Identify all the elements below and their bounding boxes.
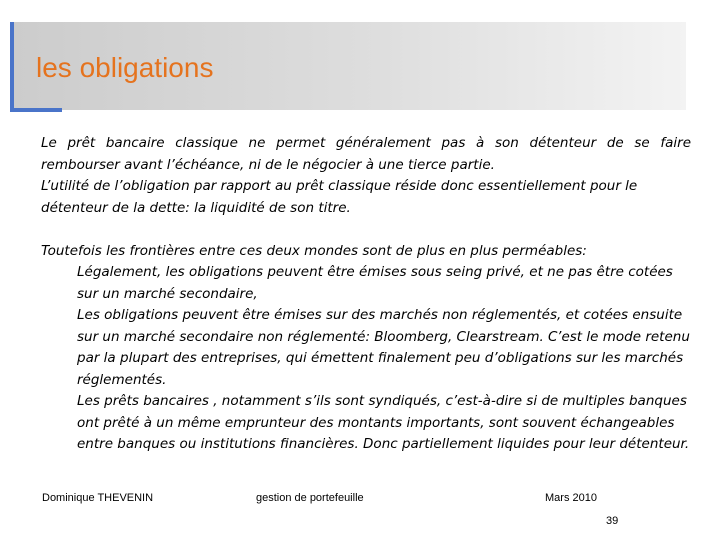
slide-title: les obligations <box>36 52 214 83</box>
paragraph-bank-loan: Le prêt bancaire classique ne permet généralement pas à son détenteur de se faire rembourser avant l’échéance, ni de le négocier à une tierce partie. <box>41 135 691 173</box>
paragraph-intro: Toutefois les frontières entre ces deux mondes sont de plus en plus perméables: <box>41 242 587 259</box>
list-item-legal: Légalement, les obligations peuvent être émises sous seing privé, et ne pas être cotées sur un marché secondaire, <box>77 264 673 302</box>
footer-subject: gestion de portefeuille <box>256 492 364 504</box>
paragraph-bond-utility: L’utilité de l’obligation par rapport au prêt classique réside donc essentiellement pour le détenteur de la dette: la liquidité de son titre. <box>41 178 638 216</box>
paragraph-spacer <box>41 219 691 241</box>
title-accent-vertical <box>10 22 14 112</box>
slide-body <box>41 133 691 456</box>
title-accent-horizontal <box>10 108 62 112</box>
list-item-unregulated-markets: Les obligations peuvent être émises sur des marchés non réglementés, et cotées ensuite sur un marché secondaire non réglementé: Bloomberg, Clearstream. C’est le mode retenu par la plupart des entreprises, qui émettent finalement peu d’obligations sur les marchés réglementés. <box>77 307 690 388</box>
list-item-bank-loans: Les prêts bancaires , notamment s’ils sont syndiqués, c’est-à-dire si de multiples banques ont prêté à un même emprunteur des montants importants, sont souvent échangeables entre banques ou institutions financières. Donc partiellement liquides pour leur détenteur. <box>77 393 690 452</box>
footer-author: Dominique THEVENIN <box>42 492 154 504</box>
footer-date: Mars 2010 <box>545 492 597 504</box>
page-number: 39 <box>606 515 619 527</box>
